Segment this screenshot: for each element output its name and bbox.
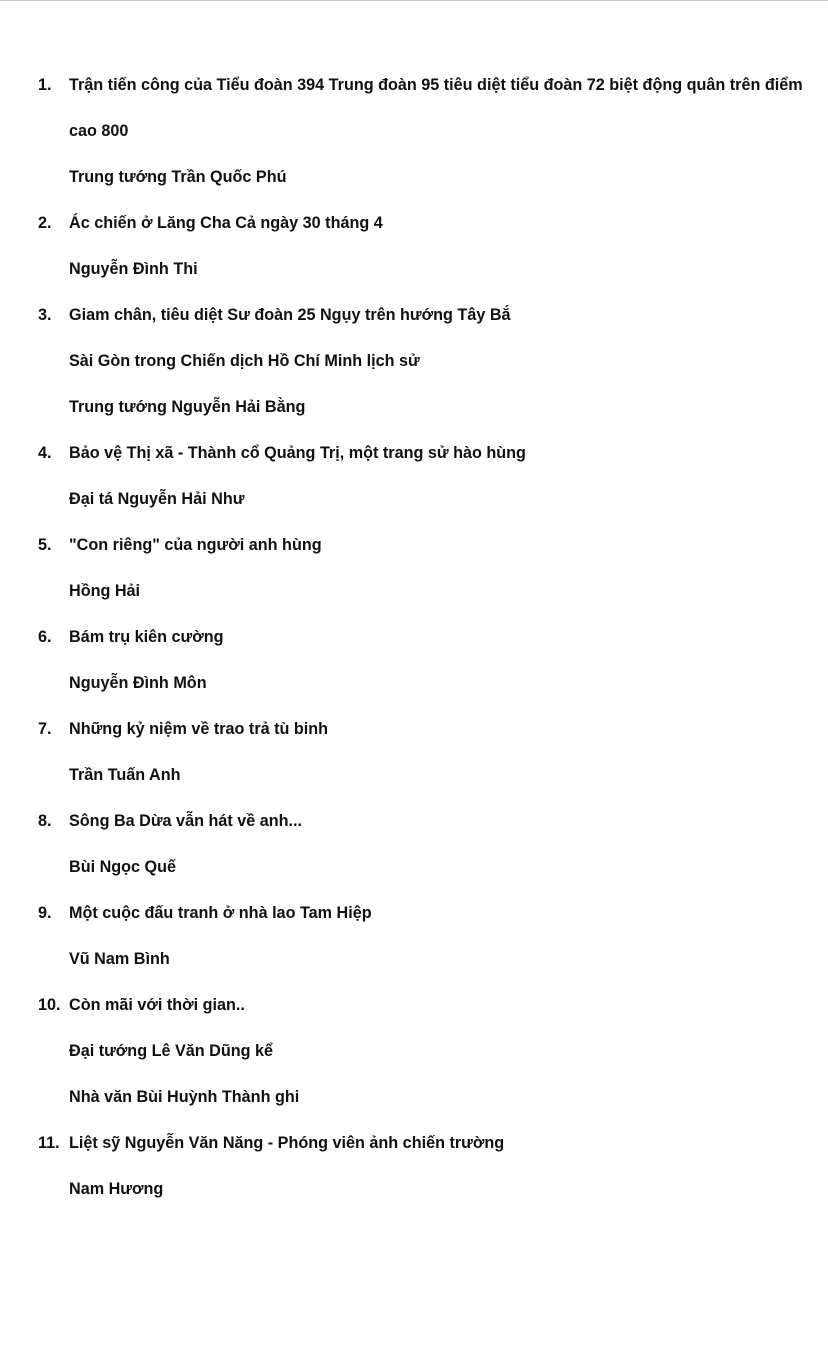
toc-entry-text: Vũ Nam Bình	[69, 950, 170, 968]
toc-entry-text: Nguyễn Đình Môn	[69, 674, 207, 692]
toc-entry-line	[0, 1028, 828, 1074]
toc-entry-number: 8.	[38, 812, 52, 830]
page-top-border	[0, 0, 828, 1]
toc-entry-title-line	[0, 798, 828, 844]
toc-entry-title: Một cuộc đấu tranh ở nhà lao Tam Hiệp	[69, 904, 372, 922]
toc-entry-number: 2.	[38, 214, 52, 232]
toc-entry-line	[0, 384, 828, 430]
toc-entry	[0, 706, 828, 798]
table-of-contents	[0, 62, 828, 1212]
toc-entry-number: 6.	[38, 628, 52, 646]
toc-entry-number: 5.	[38, 536, 52, 554]
toc-entry-title: Những kỷ niệm về trao trả tù binh	[69, 720, 329, 738]
toc-entry-title-line	[0, 706, 828, 752]
toc-entry-line	[0, 936, 828, 982]
toc-entry-title: Bảo vệ Thị xã - Thành cổ Quảng Trị, một trang sử hào hùng	[69, 444, 526, 462]
toc-entry	[0, 200, 828, 292]
toc-entry	[0, 982, 828, 1120]
toc-entry	[0, 522, 828, 614]
toc-entry-title-line	[0, 522, 828, 568]
toc-entry-title: Ác chiến ở Lăng Cha Cả ngày 30 tháng 4	[69, 214, 383, 232]
toc-entry-title-line	[0, 200, 828, 246]
toc-entry-text: cao 800	[69, 122, 129, 140]
toc-entry-line	[0, 844, 828, 890]
toc-entry-line	[0, 476, 828, 522]
toc-entry	[0, 1120, 828, 1212]
toc-entry-title: Bám trụ kiên cường	[69, 628, 224, 646]
toc-entry	[0, 798, 828, 890]
toc-entry-text: Nam Hương	[69, 1180, 164, 1198]
toc-entry-title: Giam chân, tiêu diệt Sư đoàn 25 Ngụy trên hướng Tây Bắ	[69, 306, 511, 324]
toc-entry	[0, 890, 828, 982]
toc-entry-line	[0, 246, 828, 292]
toc-entry-title: Liệt sỹ Nguyễn Văn Năng - Phóng viên ảnh chiến trường	[69, 1134, 505, 1152]
toc-entry-line	[0, 1166, 828, 1212]
toc-entry-text: Bùi Ngọc Quế	[69, 858, 177, 876]
toc-entry-text: Trần Tuấn Anh	[69, 766, 181, 784]
toc-entry-line	[0, 338, 828, 384]
toc-entry-title: Còn mãi với thời gian..	[69, 996, 245, 1014]
toc-entry-line	[0, 154, 828, 200]
toc-entry-text: Trung tướng Trần Quốc Phú	[69, 168, 287, 186]
toc-entry	[0, 62, 828, 200]
toc-entry-text: Sài Gòn trong Chiến dịch Hồ Chí Minh lịch sử	[69, 352, 420, 370]
toc-entry-text: Nhà văn Bùi Huỳnh Thành ghi	[69, 1088, 300, 1106]
toc-entry-title-line	[0, 890, 828, 936]
toc-entry-text: Đại tá Nguyễn Hải Như	[69, 490, 245, 508]
toc-entry-number: 1.	[38, 76, 52, 94]
toc-entry-text: Nguyễn Đình Thi	[69, 260, 198, 278]
toc-entry-text: Hồng Hải	[69, 582, 141, 600]
toc-entry-title-line	[0, 1120, 828, 1166]
toc-entry-title: Sông Ba Dừa vẫn hát về anh...	[69, 812, 303, 830]
toc-entry	[0, 614, 828, 706]
toc-entry-line	[0, 752, 828, 798]
toc-entry	[0, 292, 828, 430]
toc-entry-number: 9.	[38, 904, 52, 922]
toc-entry-number: 11.	[38, 1134, 60, 1152]
toc-entry-line	[0, 108, 828, 154]
toc-entry-title-line	[0, 430, 828, 476]
toc-entry-number: 10.	[38, 996, 61, 1014]
toc-entry-title-line	[0, 62, 828, 108]
toc-entry-line	[0, 568, 828, 614]
toc-entry-title: Trận tiến công của Tiểu đoàn 394 Trung đoàn 95 tiêu diệt tiểu đoàn 72 biệt động quân trên điểm	[69, 76, 803, 94]
toc-entry-title-line	[0, 982, 828, 1028]
toc-entry-number: 7.	[38, 720, 52, 738]
toc-entry-number: 4.	[38, 444, 52, 462]
toc-entry-text: Đại tướng Lê Văn Dũng kể	[69, 1042, 274, 1060]
toc-entry-line	[0, 660, 828, 706]
toc-entry-title: "Con riêng" của người anh hùng	[69, 536, 322, 554]
toc-entry-title-line	[0, 614, 828, 660]
toc-entry	[0, 430, 828, 522]
toc-entry-number: 3.	[38, 306, 52, 324]
toc-entry-text: Trung tướng Nguyễn Hải Bằng	[69, 398, 306, 416]
toc-entry-line	[0, 1074, 828, 1120]
toc-entry-title-line	[0, 292, 828, 338]
